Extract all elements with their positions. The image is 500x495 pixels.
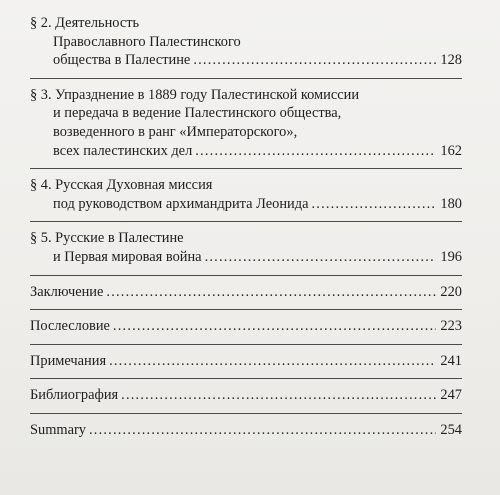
toc-entry-heading: § 3. Упразднение в 1889 году Палестинской комиссии [30, 86, 360, 103]
dot-leader [121, 386, 436, 405]
page-number: 254 [440, 421, 462, 438]
toc-entry-continuation: Православного Палестинского [53, 33, 241, 50]
toc-entry-leader-line [30, 51, 462, 70]
page-number: 128 [440, 52, 462, 69]
dot-leader [195, 142, 436, 161]
table-of-contents [30, 14, 462, 440]
divider [30, 378, 462, 379]
toc-entry-continuation: и передача в ведение Палестинского общества, [53, 105, 342, 122]
toc-entry-summary[interactable] [30, 421, 462, 440]
toc-entry-section-5[interactable] [30, 229, 462, 266]
divider [30, 221, 462, 222]
page-number: 162 [440, 142, 462, 159]
toc-entry-leader-line [30, 352, 462, 371]
toc-entry-afterword[interactable] [30, 317, 462, 336]
toc-entry-leader-line [30, 142, 462, 161]
page-number: 247 [440, 387, 462, 404]
toc-entry-leader-line [30, 421, 462, 440]
divider [30, 168, 462, 169]
toc-entry-title: Заключение [30, 283, 104, 300]
toc-entry-leader-line [30, 386, 462, 405]
toc-entry-leader-line [30, 317, 462, 336]
divider [30, 78, 462, 79]
toc-entry-last-line: общества в Палестине [53, 52, 191, 69]
page-number: 196 [440, 248, 462, 265]
toc-entry-title: Примечания [30, 352, 107, 369]
dot-leader [106, 283, 436, 302]
page-number: 220 [440, 283, 462, 300]
toc-entry-last-line: и Первая мировая война [53, 248, 202, 265]
page-number: 241 [440, 352, 462, 369]
page-number: 180 [440, 195, 462, 212]
toc-entry-last-line: всех палестинских дел [53, 142, 193, 159]
toc-entry-leader-line [30, 283, 462, 302]
dot-leader [89, 421, 436, 440]
toc-entry-heading: § 2. Деятельность [30, 15, 140, 31]
divider [30, 344, 462, 345]
dot-leader [311, 195, 436, 214]
toc-entry-bibliography[interactable] [30, 386, 462, 405]
divider [30, 309, 462, 310]
toc-entry-notes[interactable] [30, 352, 462, 371]
toc-entry-section-3[interactable] [30, 86, 462, 160]
toc-entry-leader-line [30, 195, 462, 214]
toc-entry-leader-line [30, 248, 462, 267]
toc-entry-last-line: под руководством архимандрита Леонида [53, 195, 309, 212]
toc-entry-heading: § 4. Русская Духовная миссия [30, 177, 213, 194]
divider [30, 413, 462, 414]
dot-leader [109, 352, 436, 371]
page-number: 223 [440, 318, 462, 335]
dot-leader [193, 51, 436, 70]
toc-entry-section-4[interactable] [30, 176, 462, 213]
dot-leader [113, 317, 436, 336]
toc-entry-heading: § 5. Русские в Палестине [30, 230, 184, 247]
divider [30, 275, 462, 276]
toc-entry-conclusion[interactable] [30, 283, 462, 302]
toc-entry-continuation: возведенного в ранг «Императорского», [53, 123, 298, 140]
toc-entry-title: Послесловие [30, 318, 110, 335]
dot-leader [205, 248, 436, 267]
toc-entry-title: Summary [30, 421, 86, 438]
toc-entry-section-2[interactable] [30, 14, 462, 70]
toc-entry-title: Библиография [30, 387, 119, 404]
